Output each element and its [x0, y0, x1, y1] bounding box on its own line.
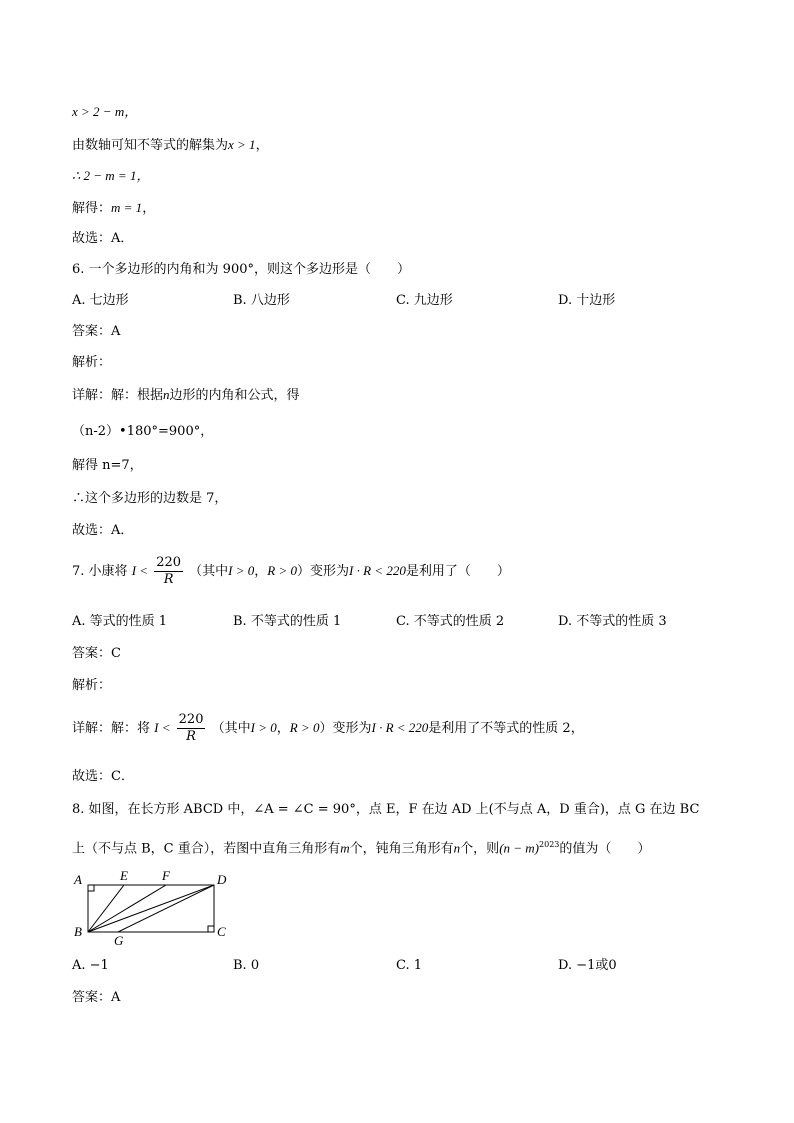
q7-option-d: D. 不等式的性质 3	[558, 614, 667, 629]
q7-detail-frac-den: R	[186, 729, 196, 744]
right-angle-mark-a	[88, 885, 94, 891]
label-d: D	[217, 872, 227, 887]
q8-stem-d: 的值为（ ）	[559, 841, 651, 857]
q6-detail	[72, 386, 300, 405]
q8-stem-c: 个，则	[460, 841, 500, 857]
q8-stem-line2	[72, 836, 650, 858]
q7-detail-cond-end: ）变形为	[319, 721, 372, 736]
q7-cond-end: ）变形为	[297, 564, 350, 579]
q6-detail-n: n	[163, 387, 170, 402]
segment-bf	[88, 885, 166, 932]
q8-option-b: B. 0	[233, 958, 260, 973]
q6-option-a: A. 七边形	[72, 293, 129, 308]
q7-option-c: C. 不等式的性质 2	[396, 614, 505, 629]
q8-stem-exp: 2023	[539, 840, 560, 849]
q7-analysis: 解析：	[72, 678, 112, 693]
q7-detail-fraction	[177, 712, 206, 745]
q6-option-d: D. 十边形	[558, 293, 616, 308]
q6-detail-suffix: 边形的内角和公式，得	[169, 388, 300, 403]
q8-stem-b: 个，钝角三角形有	[349, 841, 454, 857]
q7-frac-den: R	[163, 572, 174, 587]
solve-m-end: ，	[142, 201, 156, 216]
q7-option-a: A. 等式的性质 1	[72, 614, 168, 629]
q7-option-b: B. 不等式的性质 1	[233, 614, 342, 629]
segment-bd	[88, 885, 214, 932]
inequality-line: x > 2 − m，	[72, 104, 138, 119]
q8-stem-n: n	[453, 840, 461, 856]
q7-detail-cond-math2: R > 0	[289, 720, 320, 735]
solution-set-text: 由数轴可知不等式的解集为	[72, 138, 229, 153]
q7-detail-var-i: I <	[154, 720, 171, 735]
solution-set-math: x > 1	[228, 137, 256, 152]
q6-option-b: B. 八边形	[233, 293, 290, 308]
q6-conclusion: ∴这个多边形的边数是 7，	[72, 491, 228, 506]
q7-fraction	[154, 555, 183, 588]
q7-detail-suffix: 是利用了不等式的性质 2，	[428, 721, 584, 736]
q8-answer: 答案：A	[72, 990, 121, 1005]
q7-detail-result-math: I · R < 220	[371, 720, 429, 735]
q6-choose: 故选：A．	[72, 523, 134, 538]
q6-option-c: C. 九边形	[396, 293, 453, 308]
q6-stem: 6. 一个多边形的内角和为 900°，则这个多边形是（ ）	[72, 262, 410, 277]
q8-stem-line1: 8. 如图，在长方形 ABCD 中，∠A = ∠C = 90°，点 E，F 在边 AD 上(不与点 A，D 重合)，点 G 在边 BC	[72, 802, 700, 817]
q8-stem-a: 上（不与点 B，C 重合），若图中直角三角形有	[72, 841, 341, 857]
label-c: C	[217, 924, 226, 939]
q7-cond-math2: R > 0	[267, 563, 298, 578]
q7-answer: 答案：C	[72, 646, 121, 661]
q6-answer: 答案：A	[72, 324, 121, 339]
q7-stem-suffix: 是利用了（ ）	[405, 564, 510, 579]
q7-detail-cond: （其中	[211, 721, 251, 736]
choose-line-q5: 故选：A．	[72, 231, 134, 246]
q8-stem-expr: (n − m)	[499, 840, 540, 856]
solve-m-prefix: 解得：	[72, 201, 112, 216]
q7-detail-frac-num: 220	[178, 712, 204, 727]
q7-detail-cond-math1: I > 0	[250, 720, 277, 735]
label-a: A	[74, 872, 82, 887]
q7-cond-math1: I > 0	[228, 563, 255, 578]
solve-m-math: m = 1	[111, 200, 143, 215]
label-e: E	[120, 868, 128, 883]
label-g: G	[114, 933, 124, 948]
q7-var-i: I <	[131, 563, 149, 578]
solve-m-line	[72, 199, 155, 218]
label-f: F	[162, 868, 170, 883]
q7-stem-prefix: 7. 小康将	[72, 564, 128, 579]
solution-set-end: ，	[255, 138, 269, 153]
q7-detail-cond-sep: ，	[276, 721, 290, 736]
q7-cond-sep: ，	[254, 564, 268, 579]
q6-analysis: 解析：	[72, 355, 112, 370]
q6-solve: 解得 n=7，	[72, 458, 143, 473]
right-angle-mark-c	[208, 926, 214, 932]
q7-result-math: I · R < 220	[349, 563, 406, 578]
q7-choose: 故选：C．	[72, 769, 134, 784]
q7-frac-num: 220	[156, 555, 182, 570]
q8-option-d: D. −1或0	[558, 958, 617, 973]
q6-equation: （n-2）•180°=900°，	[72, 424, 214, 439]
q7-stem	[72, 555, 510, 588]
q7-cond: （其中	[189, 564, 229, 579]
q8-option-a: A. −1	[72, 958, 109, 973]
q8-stem-m: m	[340, 840, 350, 856]
solution-set-line	[72, 136, 269, 155]
segment-gd	[118, 885, 214, 932]
rectangle-figure	[70, 868, 240, 948]
q7-detail-prefix: 详解：解：将	[72, 721, 151, 736]
q8-option-c: C. 1	[396, 958, 423, 973]
label-b: B	[74, 924, 82, 939]
q7-detail	[72, 712, 584, 745]
therefore-line: ∴ 2 − m = 1，	[72, 168, 150, 183]
q6-detail-prefix: 详解：解：根据	[72, 388, 164, 403]
